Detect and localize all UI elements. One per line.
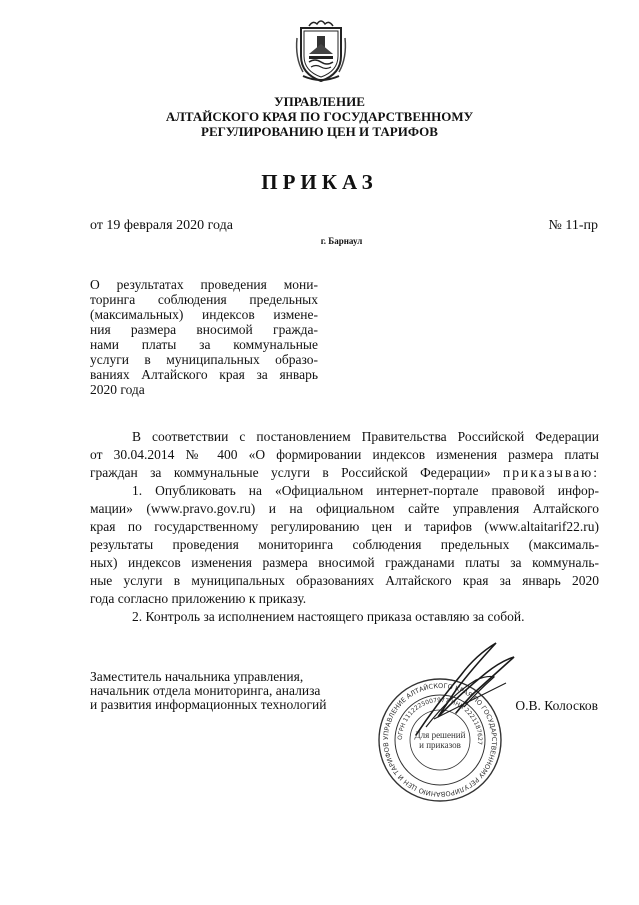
coat-of-arms-icon [293,18,349,84]
org-line: АЛТАЙСКОГО КРАЯ ПО ГОСУДАРСТВЕННОМУ [165,109,474,124]
signer-position [90,670,327,712]
body-line: мации» (www.pravo.gov.ru) и на официальном сайте управления Алтайского [90,501,599,516]
body-line: края по государственному регулированию цен и тарифов (www.altaitarif22.ru) [90,519,599,534]
org-line: УПРАВЛЕНИЕ [274,94,365,109]
handwritten-signature-icon [376,635,526,745]
organization-name [0,94,639,139]
subject-line: 2020 года [90,382,145,397]
body-line-with-order [90,464,599,482]
subject-line: О результатах проведения мони- [90,277,318,292]
svg-text:ОГРН 1112225007977 ИНН 2221187: ОГРН 1112225007977 ИНН 2221187627 [396,696,484,746]
subject-line: торинга соблюдения предельных [90,292,318,307]
body-text: граждан за коммунальные услуги в Российской Федерации» [90,465,491,480]
svg-text:и приказов: и приказов [419,740,461,750]
document-title: ПРИКАЗ [261,170,378,194]
subject-line: нами платы за коммунальные [90,337,318,352]
body-line: года согласно приложению к приказу. [90,591,307,606]
document-date: от 19 февраля 2020 года [90,218,233,233]
document-city: г. Барнаул [320,236,363,246]
subject-line: услуги в муниципальных образо- [90,352,318,367]
subject-line: ваниях Алтайского края за январь [90,367,318,382]
signer-line: Заместитель начальника управления, [90,669,304,684]
subject-line: (максимальных) индексов измене- [90,307,318,322]
document-number: № 11-пр [548,218,598,233]
body-line: 2. Контроль за исполнением настоящего приказа оставляю за собой. [132,609,525,624]
document-body [90,428,599,626]
subject-line: ния размера вносимой гражда- [90,322,318,337]
org-line: РЕГУЛИРОВАНИЮ ЦЕН И ТАРИФОВ [201,124,438,139]
svg-text:Для решений: Для решений [414,730,466,740]
body-line: ных) индексов изменения размера вносимой гражданами платы за коммуналь- [90,555,599,570]
signer-line: и развития информационных технологий [90,697,327,712]
body-line: В соответствии с постановлением Правительства Российской Федерации [132,429,599,444]
svg-text:УПРАВЛЕНИЕ АЛТАЙСКОГО КРАЯ ПО: УПРАВЛЕНИЕ АЛТАЙСКОГО КРАЯ ПО ГОСУДАРСТВЕННОМУ РЕГУЛИРОВАНИЮ ЦЕН И ТАРИФОВ [381,681,499,799]
order-word: приказываю: [503,465,600,480]
signer-name: О.В. Колосков [515,698,598,713]
signer-line: начальник отдела мониторинга, анализа [90,683,321,698]
body-line: от 30.04.2014 № 400 «О формировании индексов изменения размера платы [90,447,599,462]
body-line: 1. Опубликовать на «Официальном интернет-портале правовой инфор- [132,483,599,498]
document-subject [90,277,318,397]
body-line: ные услуги в муниципальных образованиях Алтайского края за январь 2020 [90,573,599,588]
body-line: результаты проведения мониторинга соблюдения предельных (максималь- [90,537,599,552]
